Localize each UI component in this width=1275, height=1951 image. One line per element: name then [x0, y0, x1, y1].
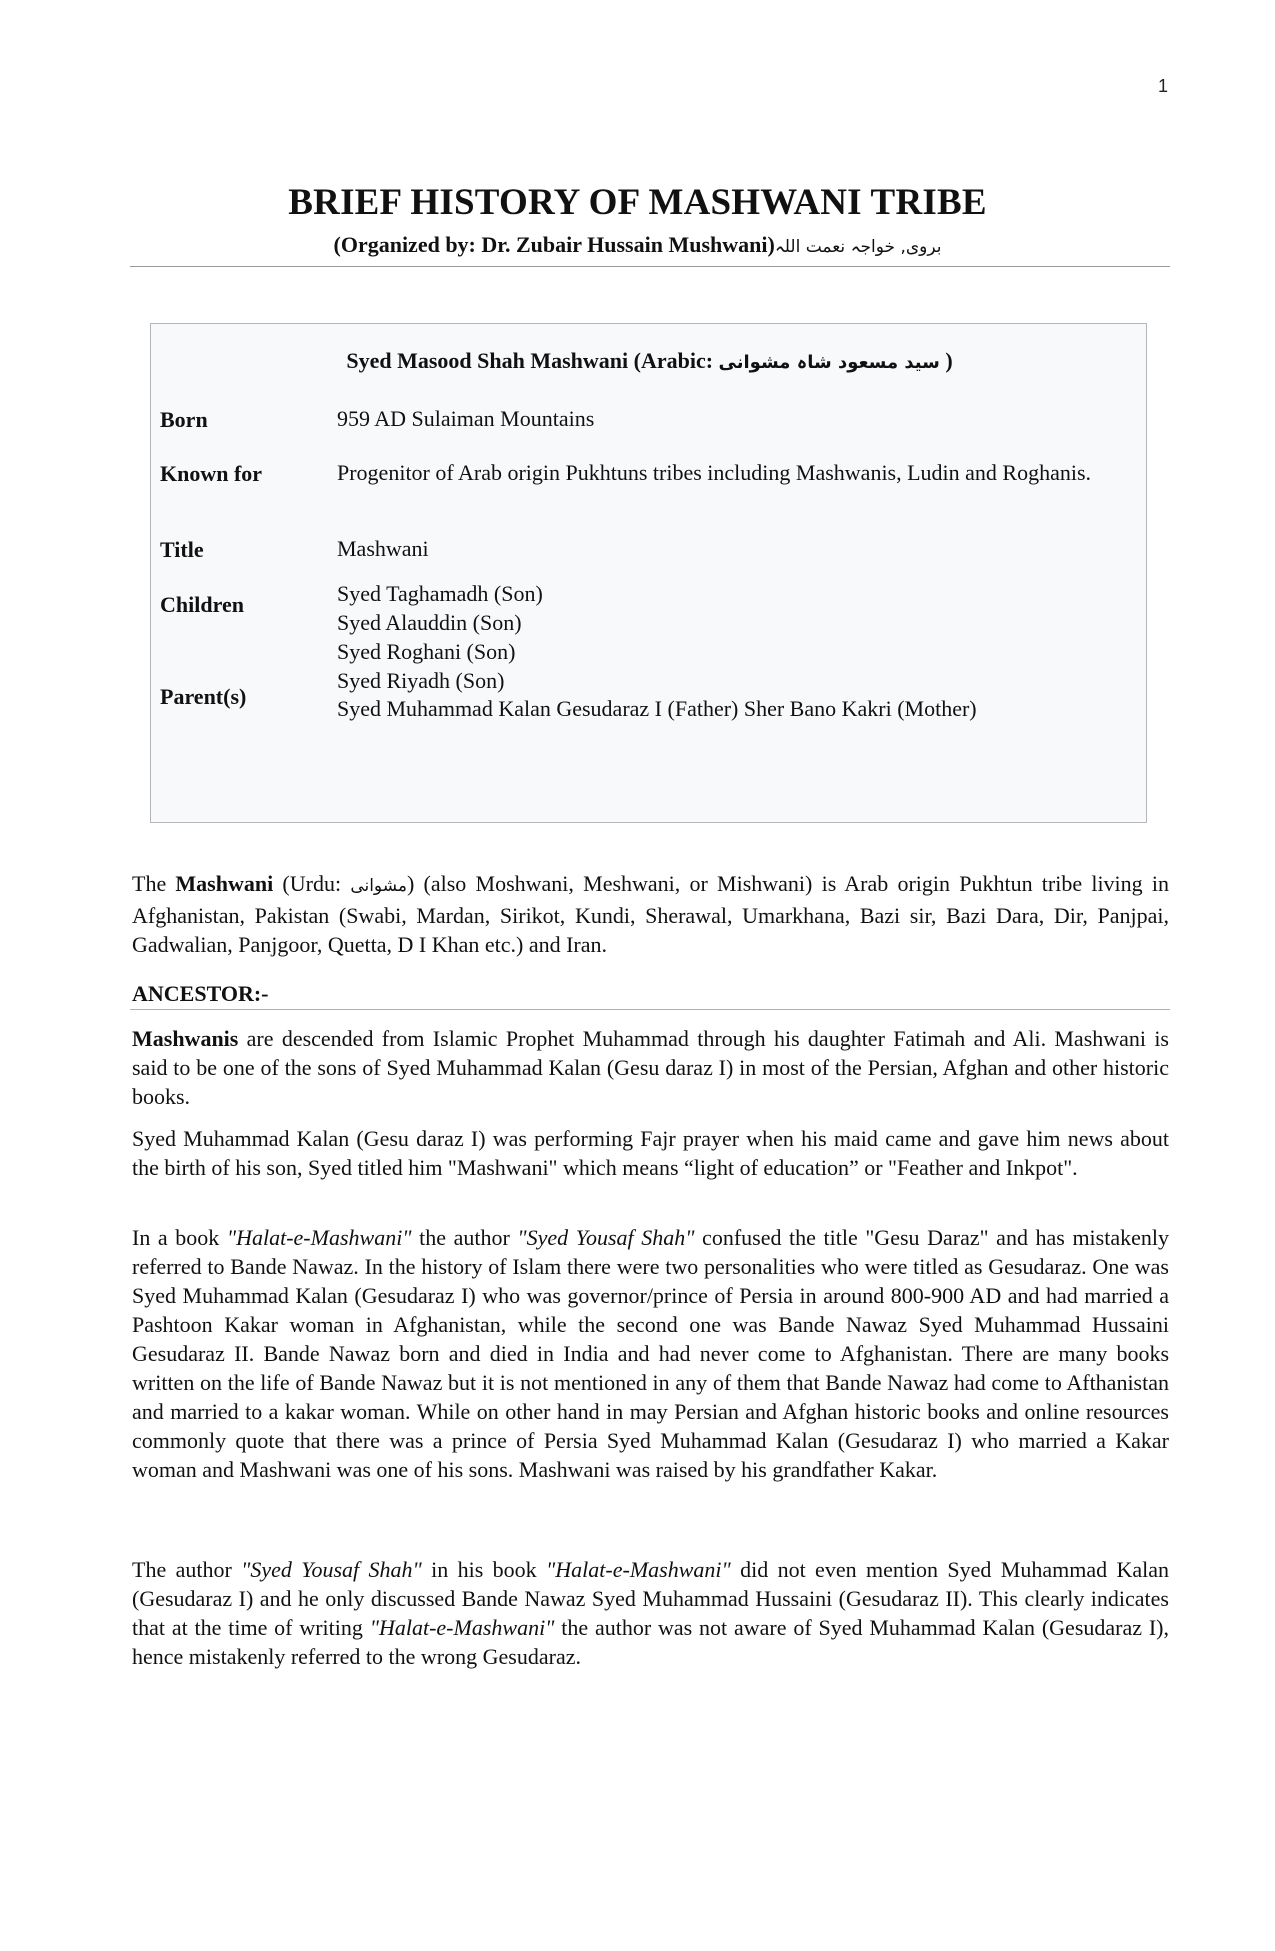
infobox-label-children: Children: [160, 592, 244, 617]
p4-text-a: The author: [132, 1557, 242, 1582]
title-divider: [130, 266, 1170, 267]
ancestor-p1-text: are descended from Islamic Prophet Muhammad through his daughter Fatimah and Ali. Mashwani is said to be one of the sons of Syed Muhammad Kalan (Gesu daraz I) in most of the Persian, Afghan and other historic books.: [132, 1026, 1169, 1109]
ancestor-paragraph-3: [132, 1223, 1169, 1484]
p4-text-d: the author was not aware of Syed Muhammad Kalan (Gesudaraz I), hence mistakenly referred to the wrong Gesudaraz.: [132, 1615, 1169, 1669]
ancestor-bold-term: Mashwanis: [132, 1026, 239, 1051]
p3-book-title: "Halat-e-Mashwani": [226, 1225, 412, 1250]
infobox-value-known-for: [337, 458, 1097, 487]
infobox-value-title: [337, 534, 1097, 563]
infobox-value-line: Syed Taghamadh (Son): [337, 581, 543, 606]
intro-rest: ) (also Moshwani, Meshwani, or Mishwani) is Arab origin Pukhtun tribe living in Afghanistan, Pakistan (Swabi, Mardan, Sirikot, Kundi, Sherawal, Umarkhana, Bazi sir, Bazi Dara, Dir, Panjpai, Gadwalian, Panjgoor, Quetta, D I Khan etc.) and Iran.: [132, 871, 1169, 957]
section-divider: [130, 1009, 1170, 1010]
infobox-heading: [151, 348, 1148, 374]
p4-book-title-2: "Halat-e-Mashwani": [369, 1615, 555, 1640]
infobox-value-parents: [337, 694, 1097, 723]
intro-paragraph: [132, 869, 1169, 959]
intro-tribe-name: Mashwani: [175, 871, 274, 896]
intro-lead: The: [132, 871, 176, 896]
organizer-urdu: بروی, خواجہ نعمت اللہ: [774, 237, 942, 257]
infobox-label-parents: Parent(s): [160, 684, 247, 709]
organizer-credit: (Organized by: Dr. Zubair Hussain Mushwani): [333, 232, 775, 257]
p4-book-title: "Halat-e-Mashwani": [546, 1557, 731, 1582]
intro-urdu-open: (Urdu:: [273, 871, 351, 896]
infobox-value-line: Syed Muhammad Kalan Gesudaraz I (Father) Sher Bano Kakri (Mother): [337, 696, 977, 721]
infobox-value-line: Syed Alauddin (Son): [337, 610, 522, 635]
infobox-label-born: Born: [160, 407, 208, 432]
document-title: BRIEF HISTORY OF MASHWANI TRIBE: [288, 182, 987, 223]
infobox-value-line: Mashwani: [337, 536, 429, 561]
infobox-heading-name: Syed Masood Shah Mashwani (Arabic:: [346, 348, 719, 373]
infobox-label-title: Title: [160, 537, 204, 562]
p3-author-name: "Syed Yousaf Shah": [517, 1225, 695, 1250]
infobox-value-born: [337, 404, 1097, 433]
infobox-heading-close: ): [939, 348, 953, 373]
intro-urdu: مشوانی: [350, 876, 407, 896]
infobox-value-line: Progenitor of Arab origin Pukhtuns tribes including Mashwanis, Ludin and Roghanis.: [337, 460, 1092, 485]
page-number: 1: [1157, 76, 1168, 96]
p4-text-b: in his book: [421, 1557, 547, 1582]
p3-text-c: confused the title "Gesu Daraz" and has mistakenly referred to Bande Nawaz. In the history of Islam there were two personalities who were titled as Gesudaraz. One was Syed Muhammad Kalan (Gesudaraz I) who was governor/prince of Persia in around 800-900 AD and had married a Pashtoon Kakar woman in Afghanistan, while the second one was Bande Nawaz Syed Muhammad Hussaini Gesudaraz II. Bande Nawaz born and died in India and had never come to Afghanistan. There are many books written on the life of Bande Nawaz but it is not mentioned in any of them that Bande Nawaz had come to Afthanistan and married to a kakar woman. While on other hand in may Persian and Afghan historic books and online resources commonly quote that there was a prince of Persia Syed Muhammad Kalan (Gesudaraz I) who married a Kakar woman and Mashwani was one of his sons. Mashwani was raised by his grandfather Kakar.: [132, 1225, 1169, 1482]
ancestor-paragraph-2: Syed Muhammad Kalan (Gesu daraz I) was performing Fajr prayer when his maid came and gave him news about the birth of his son, Syed titled him "Mashwani" which means “light of education” or "Feather and Inkpot".: [132, 1126, 1169, 1180]
document-subtitle: [0, 232, 1275, 258]
p3-text-b: the author: [411, 1225, 518, 1250]
p4-author-name: "Syed Yousaf Shah": [241, 1557, 422, 1582]
p3-text-a: In a book: [132, 1225, 227, 1250]
ancestor-paragraph-4: [132, 1555, 1169, 1671]
infobox-value-line: Syed Riyadh (Son): [337, 668, 505, 693]
infobox-value-children: [337, 579, 1097, 695]
infobox-label-known-for: Known for: [160, 461, 263, 486]
section-heading-ancestor: ANCESTOR:-: [132, 981, 269, 1006]
infobox-value-line: Syed Roghani (Son): [337, 639, 516, 664]
infobox-value-line: 959 AD Sulaiman Mountains: [337, 406, 595, 431]
infobox-heading-arabic: سید مسعود شاہ مشوانی: [718, 352, 940, 373]
ancestor-paragraph-1: [132, 1024, 1169, 1111]
infobox: [150, 323, 1147, 823]
p4-text-c: did not even mention Syed Muhammad Kalan (Gesudaraz I) and he only discussed Bande Nawaz Syed Muhammad Hussaini (Gesudaraz II). This clearly indicates that at the time of writing: [132, 1557, 1170, 1640]
